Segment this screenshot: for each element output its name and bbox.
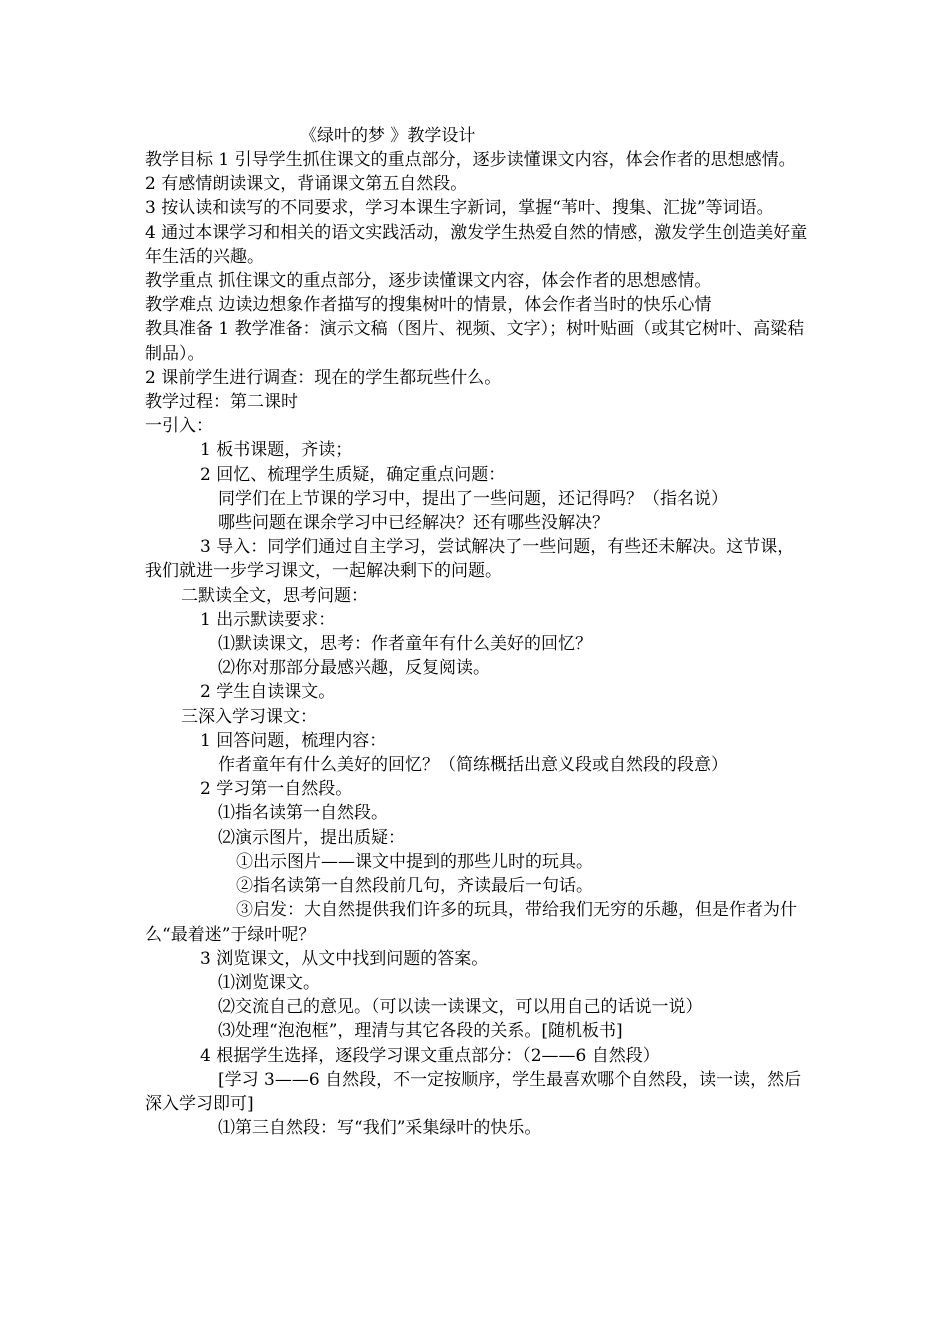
- step-2-1-a: ⑴默读课文，思考：作者童年有什么美好的回忆？: [218, 634, 592, 655]
- teaching-objective-3: 3 按认读和读写的不同要求，学习本课生字新词，掌握“苇叶、搜集、汇拢”等词语。: [145, 198, 774, 219]
- teaching-aids-2: 2 课前学生进行调查：现在的学生都玩些什么。: [145, 367, 502, 388]
- step-3-4: 4 根据学生选择，逐段学习课文重点部分：（2——6 自然段）: [200, 1045, 660, 1066]
- step-3-2-b: ⑵演示图片，提出质疑：: [218, 827, 405, 848]
- step-1-2: 2 回忆、梳理学生质疑，确定重点问题：: [200, 464, 506, 485]
- step-3-4-note: [学习 3——6 自然段，不一定按顺序，学生最喜欢哪个自然段，读一读，然后深入学习即可]: [145, 1069, 802, 1114]
- step-3-2: 2 学习第一自然段。: [200, 779, 353, 800]
- step-3-3-b: ⑵交流自己的意见。（可以读一读课文，可以用自己的话说一说）: [218, 997, 703, 1018]
- teaching-difficulty: 教学难点 边读边想象作者描写的搜集树叶的情景，体会作者当时的快乐心情: [145, 295, 712, 316]
- step-3-1-text: 作者童年有什么美好的回忆？（简练概括出意义段或自然段的段意）: [218, 755, 728, 776]
- step-1-3: 3 导入：同学们通过自主学习，尝试解决了一些问题，有些还未解决。这节课，我们就进一步学习课文，一起解决剩下的问题。: [145, 537, 795, 582]
- step-2-1: 1 出示默读要求：: [200, 609, 336, 630]
- step-3-4-a: ⑴第三自然段：写“我们”采集绿叶的快乐。: [218, 1118, 542, 1139]
- teaching-objective-2: 2 有感情朗读课文，背诵课文第五自然段。: [145, 174, 468, 195]
- step-3-2-b-3: ③启发：大自然提供我们许多的玩具，带给我们无穷的乐趣，但是作者为什么“最着迷”于绿叶呢？: [145, 900, 797, 945]
- step-2-2: 2 学生自读课文。: [200, 682, 336, 703]
- step-3-2-b-2: ②指名读第一自然段前几句，齐读最后一句话。: [236, 876, 593, 897]
- step-1-2-text-b: 哪些问题在课余学习中已经解决？还有哪些没解决？: [218, 513, 609, 534]
- step-3-3: 3 浏览课文，从文中找到问题的答案。: [200, 948, 489, 969]
- step-3-1: 1 回答问题，梳理内容：: [200, 730, 387, 751]
- step-1-2-text-a: 同学们在上节课的学习中，提出了一些问题，还记得吗？（指名说）: [218, 488, 728, 509]
- section-2-heading: 二默读全文，思考问题：: [181, 585, 368, 606]
- step-3-3-a: ⑴浏览课文。: [218, 972, 320, 993]
- teaching-process-heading: 教学过程：第二课时: [145, 392, 298, 413]
- document-body: [145, 148, 810, 1140]
- section-1-heading: 一引入：: [145, 416, 213, 437]
- teaching-aids-1: 教具准备 1 教学准备：演示文稿（图片、视频、文字）；树叶贴画（或其它树叶、高粱秸制品）。: [145, 319, 805, 364]
- teaching-objective-4: 4 通过本课学习和相关的语文实践活动，激发学生热爱自然的情感，激发学生创造美好童年生活的兴趣。: [145, 222, 808, 267]
- document-title: 《绿叶的梦 》教学设计: [300, 126, 476, 146]
- step-2-1-b: ⑵你对那部分最感兴趣，反复阅读。: [218, 658, 490, 679]
- step-3-3-c: ⑶处理“泡泡框”，理清与其它各段的关系。[随机板书]: [218, 1021, 623, 1042]
- step-1-1: 1 板书课题，齐读；: [200, 440, 353, 461]
- step-3-2-a: ⑴指名读第一自然段。: [218, 803, 388, 824]
- section-3-heading: 三深入学习课文：: [181, 706, 317, 727]
- teaching-focus: 教学重点 抓住课文的重点部分，逐步读懂课文内容，体会作者的思想感情。: [145, 271, 712, 292]
- step-3-2-b-1: ①出示图片——课文中提到的那些儿时的玩具。: [236, 851, 593, 872]
- teaching-objective-1: 教学目标 1 引导学生抓住课文的重点部分，逐步读懂课文内容，体会作者的思想感情。: [145, 150, 796, 170]
